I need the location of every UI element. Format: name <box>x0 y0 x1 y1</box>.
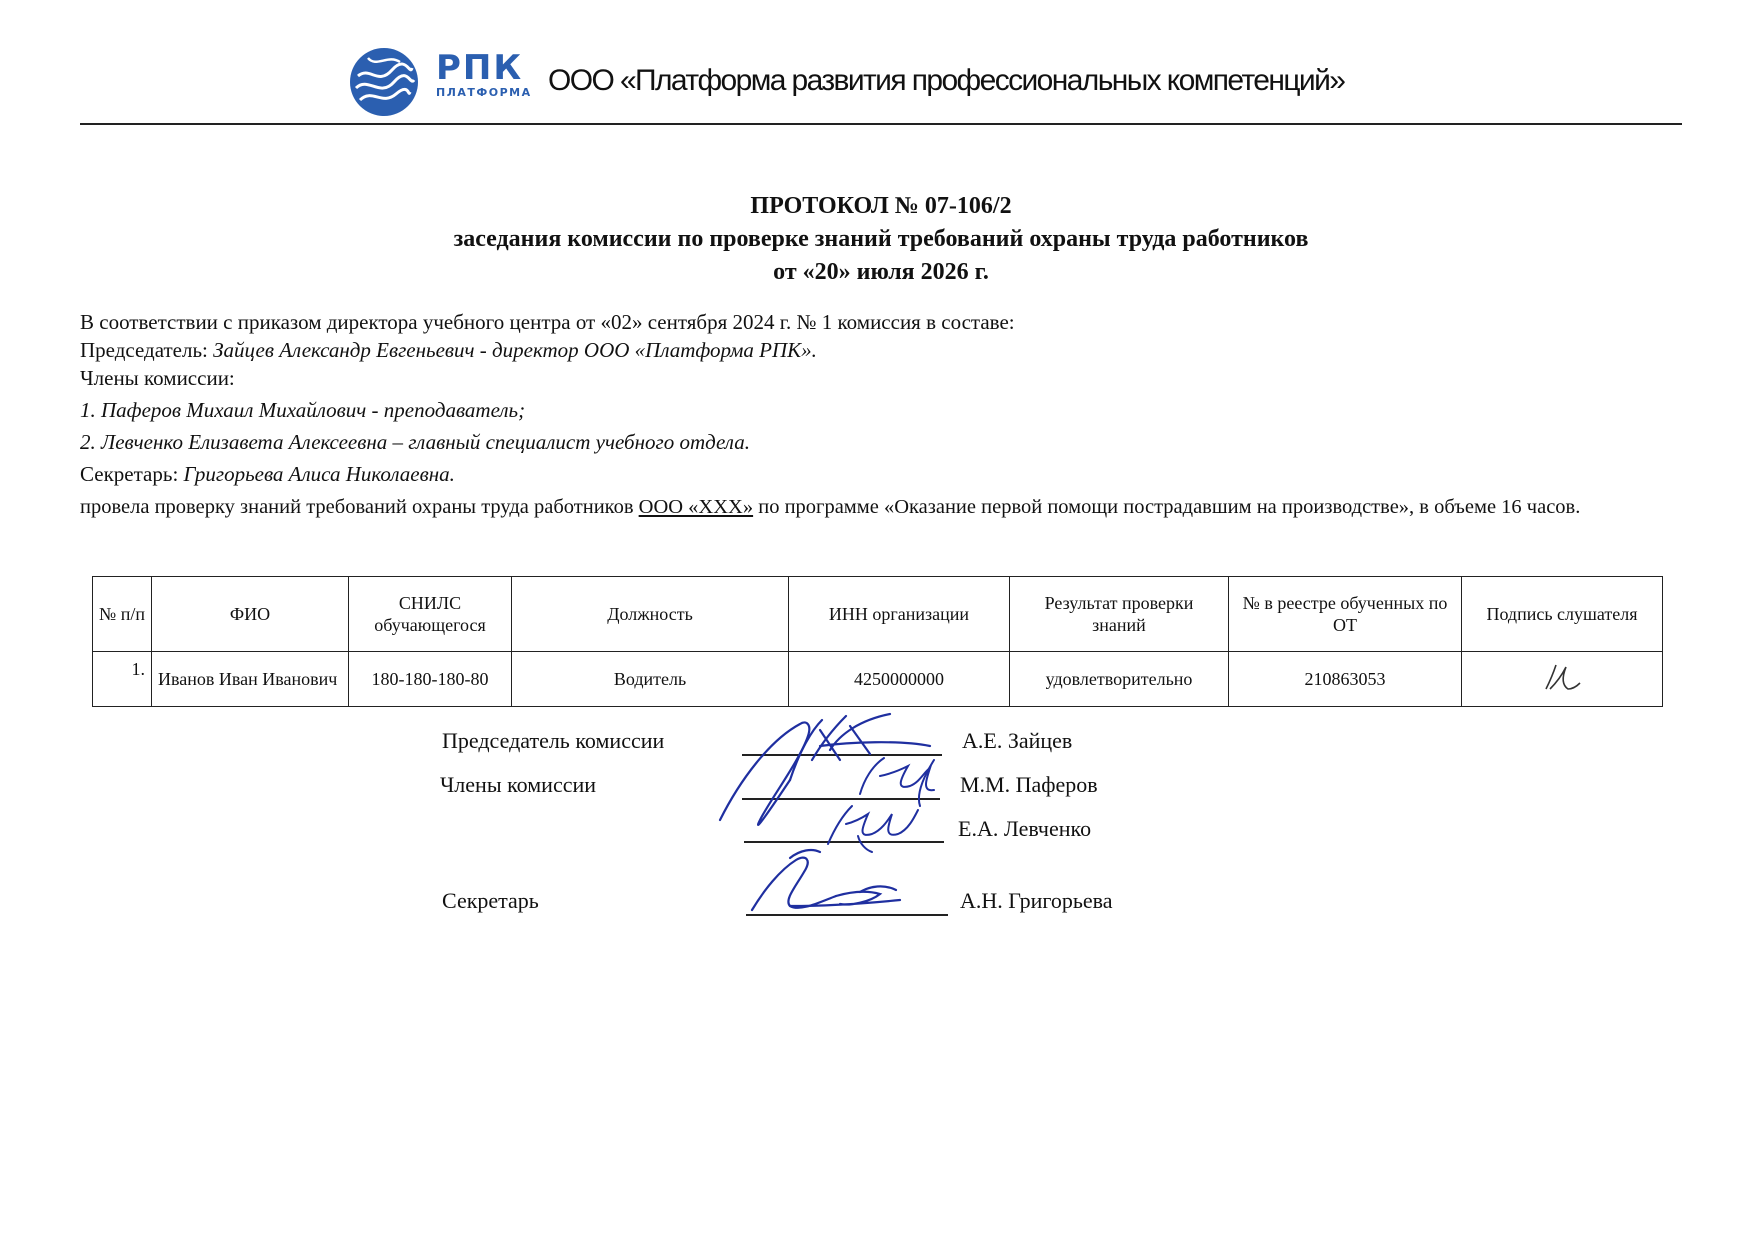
header-num: № п/п <box>93 577 152 652</box>
header-fio: ФИО <box>152 577 349 652</box>
sig-member1-name: М.М. Паферов <box>960 772 1098 797</box>
member2-signature-icon <box>828 806 918 852</box>
header-snils: СНИЛС обучающегося <box>349 577 512 652</box>
check-paragraph <box>80 494 1688 520</box>
signature-block <box>0 710 1754 940</box>
company-name: ООО «Платформа развития профессиональных компетенций» <box>548 64 1345 97</box>
header-divider <box>80 123 1682 125</box>
logo-wordmark <box>436 50 532 99</box>
logo-rpk-text: РПК <box>436 48 524 88</box>
secretary-line <box>80 460 1688 488</box>
handwritten-signatures <box>0 710 1754 940</box>
chair-label: Председатель: <box>80 338 214 362</box>
document-title <box>80 190 1682 289</box>
sig-secretary-label: Секретарь <box>442 888 539 913</box>
cell-student-signature <box>1462 652 1663 707</box>
para-part-1: провела проверку знаний требований охраны труда работников <box>80 496 639 518</box>
secretary-label: Секретарь: <box>80 462 184 486</box>
cell-num: 1. <box>93 652 152 707</box>
rpk-logo-icon <box>348 46 420 118</box>
order-line: В соответствии с приказом директора учебного центра от «02» сентября 2024 г. № 1 комиссия в составе: <box>80 310 1015 334</box>
member-2: 2. Левченко Елизавета Алексеевна – главный специалист учебного отдела. <box>80 430 750 454</box>
results-table <box>92 576 1663 707</box>
sig-chair-name: А.Е. Зайцев <box>962 728 1073 753</box>
secretary-value: Григорьева Алиса Николаевна. <box>183 462 455 486</box>
header-position: Должность <box>512 577 789 652</box>
cell-snils: 180-180-180-80 <box>349 652 512 707</box>
table-row <box>93 652 1663 707</box>
header-registry: № в реестре обученных по ОТ <box>1229 577 1462 652</box>
sig-member2-name: Е.А. Левченко <box>958 816 1092 841</box>
letterhead <box>80 40 1682 126</box>
cell-position: Водитель <box>512 652 789 707</box>
title-line-1: ПРОТОКОЛ № 07-106/2 <box>750 193 1012 219</box>
member1-signature-icon <box>860 758 934 806</box>
logo-subtext: ПЛАТФОРМА <box>436 86 532 99</box>
header-result: Результат проверки знаний <box>1010 577 1229 652</box>
cell-inn: 4250000000 <box>789 652 1010 707</box>
secretary-signature-icon <box>752 850 900 910</box>
member-1: 1. Паферов Михаил Михайлович - преподаватель; <box>80 398 526 422</box>
header-signature: Подпись слушателя <box>1462 577 1663 652</box>
cell-registry: 210863053 <box>1229 652 1462 707</box>
sig-chair-label: Председатель комиссии <box>442 728 665 753</box>
student-signature-icon <box>1532 659 1592 695</box>
title-line-3: от «20» июля 2026 г. <box>773 259 989 285</box>
para-part-2: по программе «Оказание первой помощи пострадавшим на производстве», в объеме 16 часов. <box>753 496 1581 518</box>
cell-result: удовлетворительно <box>1010 652 1229 707</box>
header-inn: ИНН организации <box>789 577 1010 652</box>
table-header-row <box>93 577 1663 652</box>
members-label: Члены комиссии: <box>80 366 235 390</box>
para-organization: ООО «ХХХ» <box>638 496 754 518</box>
results-table-wrap <box>92 576 1663 707</box>
title-line-2: заседания комиссии по проверке знаний требований охраны труда работников <box>453 226 1309 252</box>
sig-secretary-name: А.Н. Григорьева <box>960 888 1113 913</box>
sig-members-label: Члены комиссии <box>440 772 597 797</box>
chair-value: Зайцев Александр Евгеньевич - директор ООО «Платформа РПК». <box>213 338 817 362</box>
cell-fio: Иванов Иван Иванович <box>152 652 349 707</box>
chair-line <box>80 336 1688 364</box>
protocol-body <box>80 308 1688 520</box>
